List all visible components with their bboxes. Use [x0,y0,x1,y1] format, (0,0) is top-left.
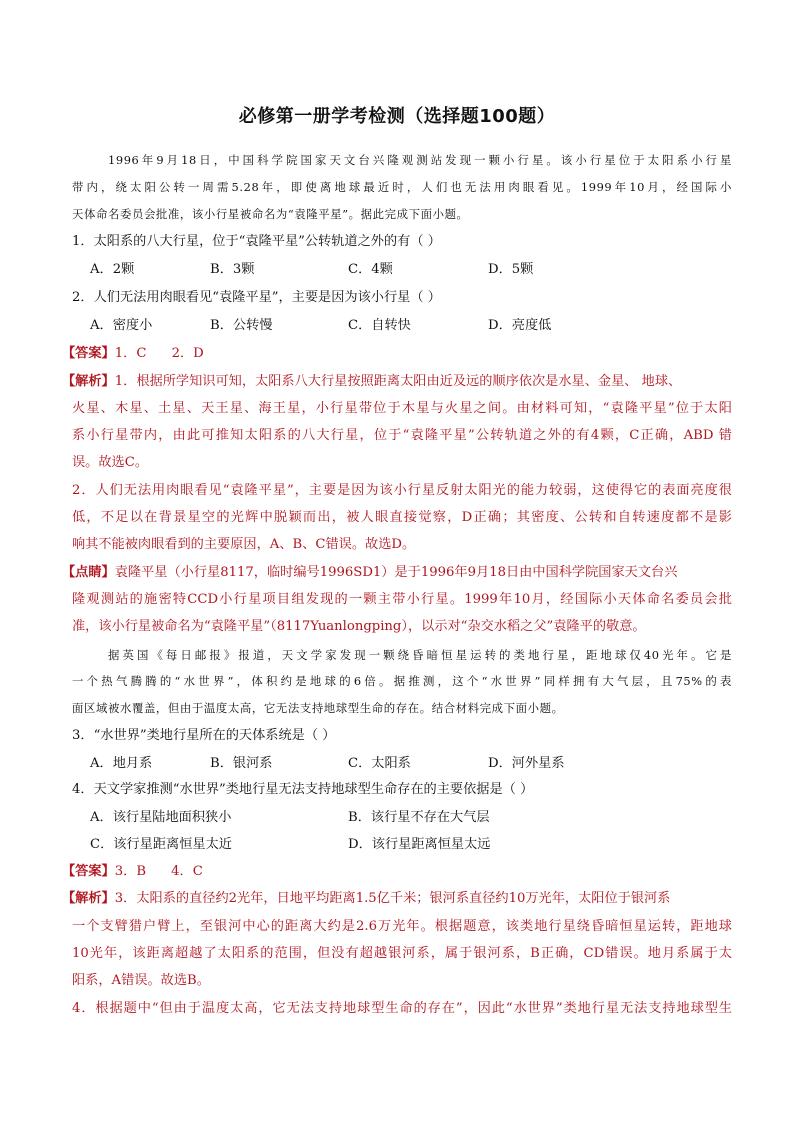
question-stem: 3．“水世界”类地行星所在的天体系统是（ ） [72,728,336,743]
tip-line [62,564,732,582]
explanation-text: 3．太阳系的直径约2光年，日地平均距离1.5亿千米；银河系直径约10万光年，太阳位于银河系 [114,891,671,906]
option-d: D．亮度低 [488,318,552,333]
material-line: 天体命名委员会批准，该小行星被命名为“袁隆平星”。据此完成下面小题。 [72,207,469,221]
option-b: B．公转慢 [210,318,273,333]
option-d: D．5颗 [488,262,534,277]
answer-tag: 【答案】 [62,864,115,879]
question-stem: 2．人们无法用肉眼看见“袁隆平星”，主要是因为该小行星（ ） [72,290,441,305]
option-d: D．河外星系 [488,756,565,771]
material-line: 1996年9月18日，中国科学院国家天文台兴隆观测站发现一颗小行星。该小行星位于太阳系小行星 [108,153,732,167]
question-stem: 1．太阳系的八大行星，位于“袁隆平星”公转轨道之外的有（ ） [72,234,441,249]
tip-tag: 【点睛】 [62,565,115,580]
explanation-line: 响其不能被肉眼看到的主要原因，A、B、C错误。故选D。 [72,537,416,552]
explanation-line: 4．根据题中“但由于温度太高，它无法支持地球型生命的存在”，因此“水世界”类地行星无法支持地球型生 [72,1001,732,1016]
explanation-text: 1．根据所学知识可知，太阳系八大行星按照距离太阳由近及远的顺序依次是水星、金星、 地球、 [114,374,682,389]
explanation-line: 10光年，该距离超越了太阳系的范围，但没有超越银河系，属于银河系，B正确，CD错误。地月系属于太 [72,946,732,961]
answer-text: 3．B 4．C [114,864,203,879]
question-stem: 4．天文学家推测“水世界”类地行星无法支持地球型生命存在的主要依据是（ ） [72,782,534,797]
option-c: C．自转快 [348,318,411,333]
answer-tag: 【答案】 [62,346,115,361]
option-b: B．3颗 [210,262,255,277]
explanation-line [62,890,732,908]
option-a: A．密度小 [90,318,153,333]
option-a: A．地月系 [90,756,153,771]
option-d: D．该行星距离恒星太远 [348,837,491,852]
option-c: C．该行星距离恒星太近 [90,837,232,852]
explanation-tag: 【解析】 [62,891,115,906]
material-line: 一个热气腾腾的“水世界”，体积约是地球的6倍。据推测，这个“水世界”同样拥有大气层，且75%的表 [72,674,732,688]
option-a: A．2颗 [90,262,135,277]
explanation-line [62,373,732,391]
explanation-line: 阳系，A错误。故选B。 [72,973,210,988]
option-a: A．该行星陆地面积狭小 [90,810,232,825]
explanation-tag: 【解析】 [62,374,115,389]
material-line: 面区域被水覆盖，但由于温度太高，它无法支持地球型生命的存在。结合材料完成下面小题。 [72,701,564,715]
tip-line: 隆观测站的施密特CCD小行星项目组发现的一颗主带小行星。1999年10月，经国际小天体命名委员会批 [72,592,732,607]
explanation-line: 误。故选C。 [72,455,149,470]
option-c: C．4颗 [348,262,393,277]
option-b: B．该行星不存在大气层 [348,810,490,825]
option-c: C．太阳系 [348,756,411,771]
tip-text: 袁隆平星（小行星8117，临时编号1996SD1）是于1996年9月18日由中国科学院国家天文台兴 [114,565,678,580]
option-b: B．银河系 [210,756,273,771]
answer-line [62,345,722,363]
tip-line: 准，该小行星被命名为“袁隆平星”（8117Yuanlongping），以示对“杂交水稻之父”袁隆平的敬意。 [72,619,646,634]
explanation-line: 2．人们无法用肉眼看见“袁隆平星”，主要是因为该小行星反射太阳光的能力较弱，这使得它的表面亮度很 [72,483,732,498]
explanation-line: 一个支臂猎户臂上，至银河中心的距离大约是2.6万光年。根据题意，该类地行星绕昏暗恒星运转，距地球 [72,919,732,934]
answer-line [62,863,722,881]
explanation-line: 火星、木星、土星、天王星、海王星，小行星带位于木星与火星之间。由材料可知，“袁隆平星”位于太阳 [72,401,732,416]
explanation-line: 低，不足以在背景星空的光辉中脱颖而出，被人眼直接觉察，D正确；其密度、公转和自转速度都不是影 [72,510,732,525]
material-line: 带内，绕太阳公转一周需5.28年，即使离地球最近时，人们也无法用肉眼看见。1999年10月，经国际小 [72,180,732,194]
page-title: 必修第一册学考检测（选择题100题） [238,106,556,127]
material-line: 据英国《每日邮报》报道，天文学家发现一颗绕昏暗恒星运转的类地行星，距地球仅40光年。它是 [108,648,732,662]
answer-text: 1．C 2．D [114,346,204,361]
explanation-line: 系小行星带内，由此可推知太阳系的八大行星，位于“袁隆平星”公转轨道之外的有4颗，C正确，ABD 错 [72,428,732,443]
